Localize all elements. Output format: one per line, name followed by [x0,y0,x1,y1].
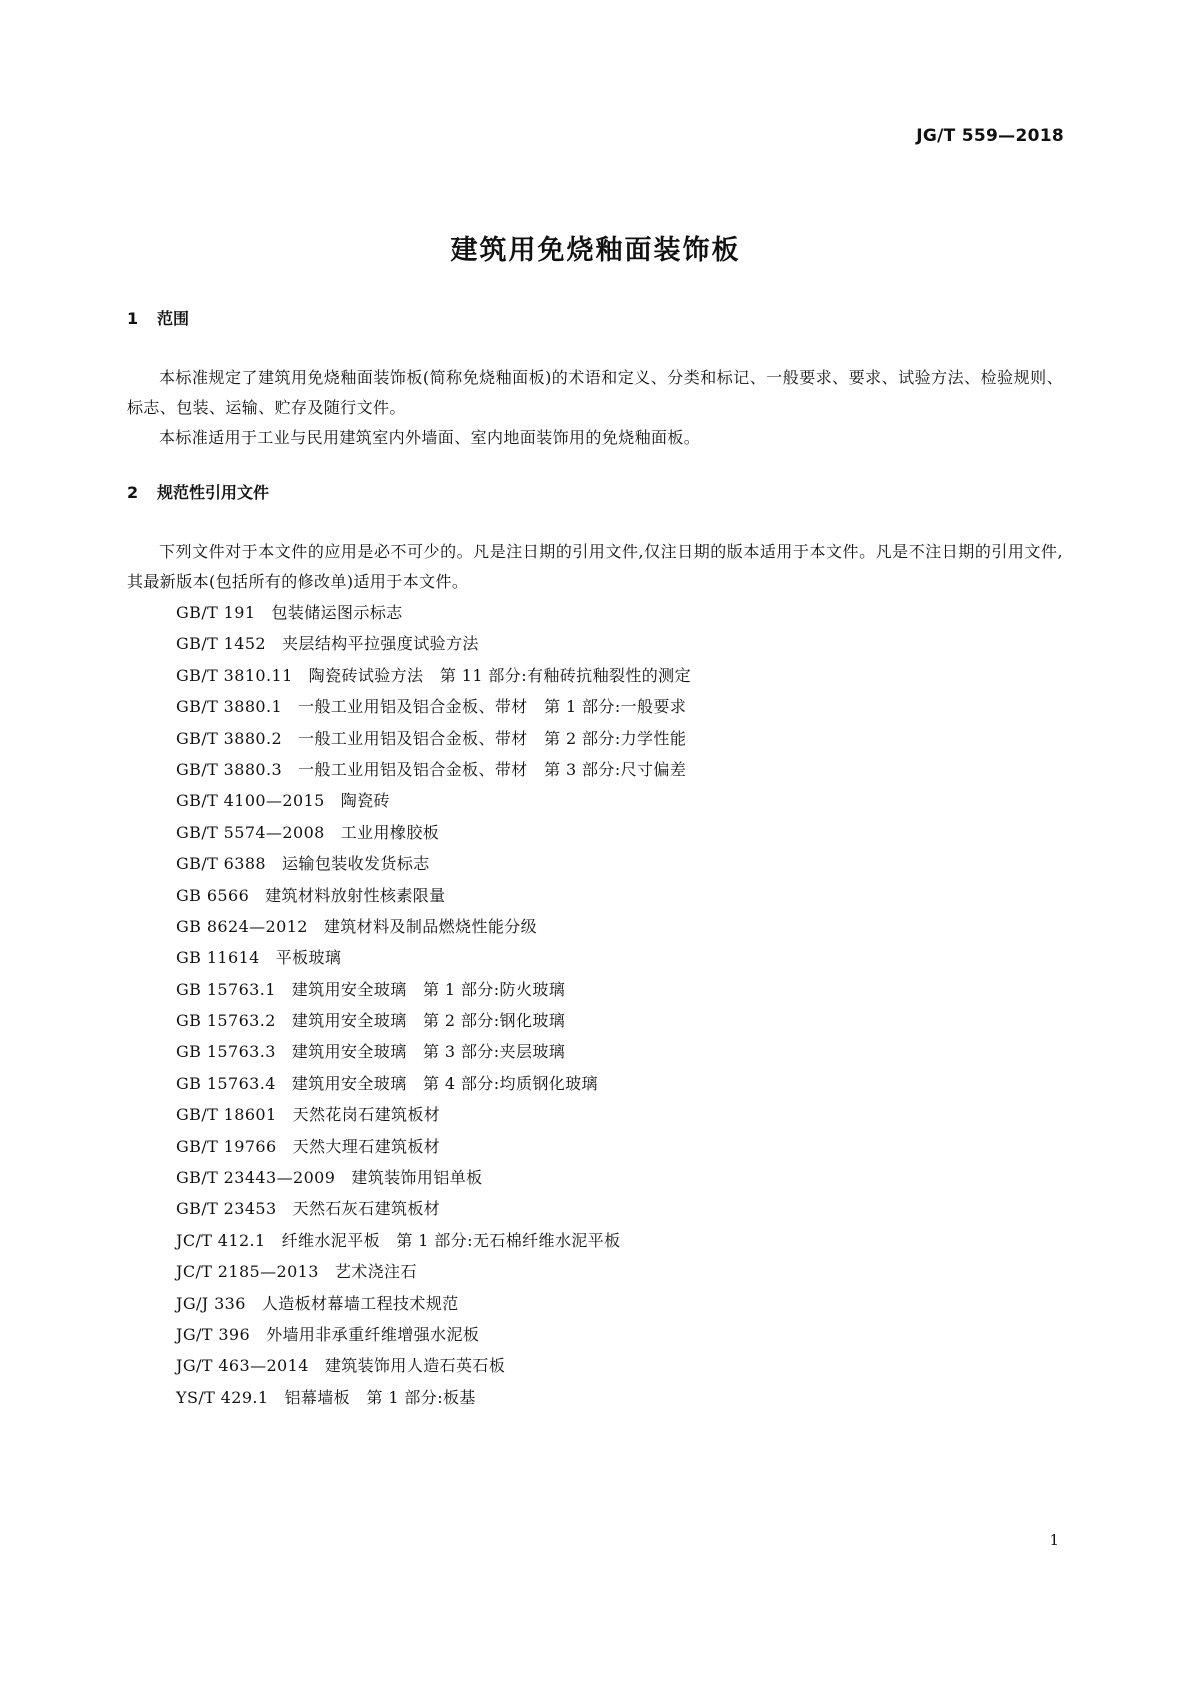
reference-title: 建筑材料放射性核素限量 [265,885,446,905]
reference-code: GB/T 3880.2 [176,728,283,748]
reference-title: 平板玻璃 [275,948,342,968]
reference-item [127,1036,1063,1067]
section-number: 1 [127,309,139,328]
reference-code: GB/T 191 [176,603,256,622]
reference-code: GB/T 5574—2008 [176,822,325,842]
reference-title: 人造板材幕墙工程技术规范 [261,1293,459,1313]
reference-code: GB/T 6388 [176,854,267,874]
scope-paragraph: 本标准规定了建筑用免烧釉面装饰板(简称免烧釉面板)的术语和定义、分类和标记、一般要求、要求、试验方法、检验规则、标志、包装、运输、贮存及随行文件。 [127,368,1063,417]
reference-code: GB 11614 [176,948,260,968]
reference-title: 一般工业用铝及铝合金板、带材 第 3 部分:尺寸偏差 [298,759,687,779]
reference-code: YS/T 429.1 [176,1387,269,1407]
reference-title: 天然石灰石建筑板材 [292,1199,441,1219]
reference-item [127,597,1063,628]
reference-title: 运输包装收发货标志 [282,854,430,874]
reference-item [127,817,1063,848]
section-normative [127,481,1063,505]
reference-code: GB 15763.2 [176,1011,276,1031]
reference-code: GB 15763.4 [176,1073,276,1093]
reference-code: JC/T 412.1 [176,1230,266,1250]
reference-code: GB/T 3880.1 [176,697,283,717]
reference-code: GB/T 3810.11 [176,665,293,685]
scope-body [127,363,1063,453]
section-heading [127,481,1063,505]
scope-paragraph: 本标准适用于工业与民用建筑室内外墙面、室内地面装饰用的免烧釉面板。 [159,428,701,447]
reference-code: JG/T 396 [176,1324,251,1344]
reference-title: 一般工业用铝及铝合金板、带材 第 2 部分:力学性能 [298,728,687,748]
reference-code: GB/T 23443—2009 [176,1168,336,1188]
reference-item [127,723,1063,754]
reference-item [127,942,1063,973]
reference-title: 建筑用安全玻璃 第 4 部分:均质钢化玻璃 [291,1073,598,1093]
reference-item [127,1099,1063,1130]
reference-item [127,974,1063,1005]
reference-item [127,1256,1063,1287]
reference-title: 陶瓷砖 [340,791,390,811]
reference-title: 外墙用非承重纤维增强水泥板 [266,1324,480,1344]
reference-code: GB 6566 [176,885,250,905]
reference-item [127,1382,1063,1413]
reference-title: 建筑装饰用铝单板 [351,1168,483,1188]
reference-title: 天然大理石建筑板材 [292,1136,441,1156]
reference-list [127,597,1063,1413]
reference-title: 一般工业用铝及铝合金板、带材 第 1 部分:一般要求 [298,697,687,717]
reference-title: 陶瓷砖试验方法 第 11 部分:有釉砖抗釉裂性的测定 [308,665,691,685]
reference-code: GB/T 18601 [176,1105,277,1125]
reference-title: 铝幕墙板 第 1 部分:板基 [284,1387,476,1407]
reference-title: 艺术浇注石 [334,1262,417,1282]
reference-code: GB 8624—2012 [176,916,308,936]
page-number: 1 [1049,1531,1059,1549]
reference-code: GB/T 19766 [176,1136,277,1156]
reference-title: 工业用橡胶板 [340,822,440,842]
section-number: 2 [127,483,139,502]
reference-item [127,754,1063,785]
reference-item [127,1193,1063,1224]
document-code: JG/T 559—2018 [916,126,1064,146]
reference-title: 建筑装饰用人造石英石板 [324,1356,506,1376]
reference-item [127,1162,1063,1193]
reference-code: GB 15763.1 [176,979,276,999]
reference-item [127,880,1063,911]
reference-item [127,1319,1063,1350]
reference-item [127,1005,1063,1036]
normative-body [127,537,1063,1413]
reference-title: 建筑用安全玻璃 第 2 部分:钢化玻璃 [291,1011,566,1031]
reference-title: 天然花岗石建筑板材 [292,1105,441,1125]
reference-code: JC/T 2185—2013 [176,1262,319,1282]
reference-item [127,911,1063,942]
reference-title: 包装储运图示标志 [271,603,403,622]
document-title: 建筑用免烧釉面装饰板 [450,235,741,266]
reference-title: 建筑材料及制品燃烧性能分级 [323,916,538,936]
normative-intro: 下列文件对于本文件的应用是必不可少的。凡是注日期的引用文件,仅注日期的版本适用于本文件。凡是不注日期的引用文件,其最新版本(包括所有的修改单)适用于本文件。 [127,542,1063,591]
reference-title: 建筑用安全玻璃 第 1 部分:防火玻璃 [291,979,566,999]
reference-code: GB/T 23453 [176,1199,277,1219]
reference-item [127,1350,1063,1381]
reference-code: GB/T 3880.3 [176,759,283,779]
reference-code: JG/T 463—2014 [176,1356,309,1376]
reference-item [127,1225,1063,1256]
reference-title: 纤维水泥平板 第 1 部分:无石棉纤维水泥平板 [281,1230,621,1250]
reference-item [127,1131,1063,1162]
reference-item [127,691,1063,722]
reference-item [127,660,1063,691]
reference-code: GB/T 4100—2015 [176,791,325,811]
section-title: 范围 [157,309,190,328]
section-scope [127,307,1063,331]
section-title: 规范性引用文件 [157,483,270,502]
reference-item [127,1068,1063,1099]
reference-item [127,848,1063,879]
reference-item [127,1288,1063,1319]
reference-title: 建筑用安全玻璃 第 3 部分:夹层玻璃 [291,1042,566,1062]
reference-title: 夹层结构平拉强度试验方法 [282,634,479,654]
reference-item [127,628,1063,659]
section-heading [127,307,1063,331]
reference-item [127,785,1063,816]
reference-code: JG/J 336 [176,1293,246,1313]
reference-code: GB/T 1452 [176,634,267,654]
reference-code: GB 15763.3 [176,1042,276,1062]
